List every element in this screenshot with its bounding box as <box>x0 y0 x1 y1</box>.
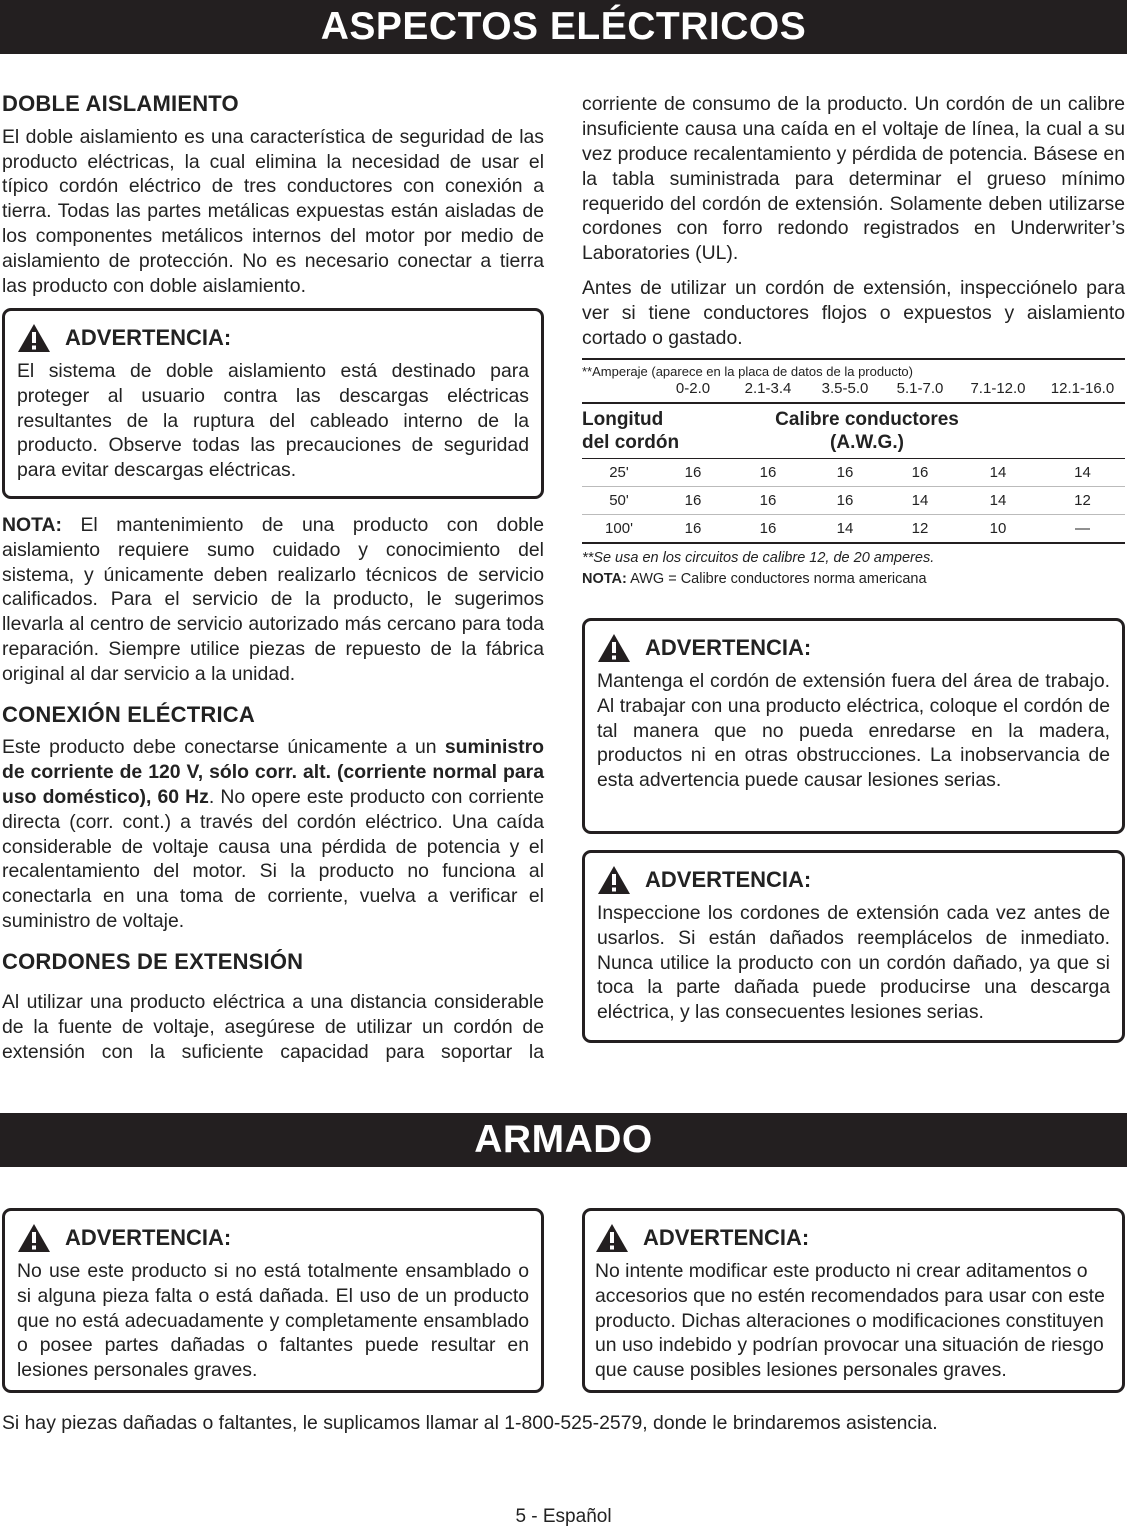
cordones-paragraph-1: Al utilizar una producto eléctrica a una distancia considerable de la fuente de voltaje, asegúrese de utilizar un cordón de extensión con la suficiente capacidad para soportar la <box>2 991 544 1063</box>
cord-length-cell: 25' <box>609 464 629 481</box>
gauge-cell: 16 <box>836 464 854 481</box>
nota-paragraph <box>2 513 544 687</box>
doble-aislamiento-text: El doble aislamiento es una característica de seguridad de las producto eléctricas, la cual elimina la necesidad de usar el típico cordón eléctrico de tres conductores con conexión a tierra. Todas las partes metálicas expuestas están aisladas de los componentes metálicos internos del motor por medio de aislamiento de protección. No es necesario conectar a tierra las producto con doble aislamiento. <box>2 125 544 297</box>
warning-triangle-icon <box>597 633 631 663</box>
amp-note: **Amperaje (aparece en la placa de datos de la producto) <box>582 364 913 379</box>
warning-title <box>597 633 1110 663</box>
gauge-cell: 16 <box>759 464 777 481</box>
warning-triangle-icon <box>17 1223 51 1253</box>
gauge-cell: — <box>1075 520 1090 537</box>
gauge-cell: 12 <box>911 520 929 537</box>
amp-header-row <box>582 380 1125 402</box>
amp-range: 2.1-3.4 <box>744 380 792 397</box>
nota-label: NOTA: <box>2 514 62 536</box>
length-header: Longitud <box>582 409 664 430</box>
heading-cordones-extension: CORDONES DE EXTENSIÓN <box>2 948 304 974</box>
warning-title <box>17 323 529 353</box>
gauge-cell: 10 <box>989 520 1007 537</box>
left-column <box>2 92 544 308</box>
warning-title <box>17 1223 529 1253</box>
table-nota-text: AWG = Calibre conductores norma americana <box>626 571 927 587</box>
conexion-text-bold: suministro de corriente de 120 V, sólo corr. alt. (corriente normal para uso doméstico), 60 Hz <box>2 736 544 808</box>
length-header-2: del cordón <box>582 432 680 453</box>
amp-range: 7.1-12.0 <box>970 380 1026 397</box>
cord-length-cell: 50' <box>609 492 629 509</box>
gauge-cell: 16 <box>684 492 702 509</box>
gauge-cell: 16 <box>759 492 777 509</box>
warning-title-text: ADVERTENCIA: <box>643 1224 810 1250</box>
warning-triangle-icon <box>595 1223 629 1253</box>
warning-text: No use este producto si no está totalmente ensamblado o si alguna pieza falta o está dañada. El uso de un producto que no está adecuadamente y completamente ensamblado o posee partes dañadas o faltantes puede resultar en lesiones personales graves. <box>17 1260 529 1382</box>
cordones-paragraph-1-continued: corriente de consumo de la producto. Un cordón de un calibre insuficiente causa una caída en el voltaje de línea, la cual a su vez produce recalentamiento y pérdida de potencia. Básese en la tabla suministrada para determinar el grueso mínimo requerido del cordón de extensión. Solamente deben utilizarse cordones con forro redondo registrados en Underwriter’s Laboratories (UL). <box>582 93 1125 265</box>
gauge-cell: 16 <box>684 520 702 537</box>
left-column-lower <box>2 513 544 983</box>
nota-text: El mantenimiento de una producto con doble aislamiento requiere sumo cuidado y conocimiento del sistema, y únicamente deben realizarlo técnicos de servicio calificados. Para el servicio de la producto, le sugerimos llevarla al centro de servicio autorizado más cercano para toda reparación. Siempre utilice piezas de repuesto de la fábrica original al dar servicio a la unidad. <box>2 514 544 685</box>
warning-title <box>597 865 1110 895</box>
amp-range: 0-2.0 <box>675 380 711 397</box>
warning-title-text: ADVERTENCIA: <box>645 866 812 892</box>
cordones-text-part1 <box>2 990 544 1066</box>
gauge-cell: 16 <box>759 520 777 537</box>
warning-title-text: ADVERTENCIA: <box>65 1224 232 1250</box>
warning-triangle-icon <box>17 323 51 353</box>
heading-doble-aislamiento: DOBLE AISLAMIENTO <box>2 91 239 116</box>
gauge-cell: 12 <box>1074 492 1091 509</box>
cord-length-cell: 100' <box>605 520 633 537</box>
warning-text: Inspeccione los cordones de extensión cada vez antes de usarlos. Si están dañados reemplácelos de inmediato. Nunca utilice la producto con un cordón dañado, ya que si toca la parte dañada puede producirse una descarga eléctrica, y las consecuentes lesiones serias. <box>597 902 1110 1024</box>
section-title-armado: ARMADO <box>0 1113 1127 1167</box>
warning-triangle-icon <box>597 865 631 895</box>
gauge-header-2: (A.W.G.) <box>830 432 904 453</box>
right-column <box>582 92 1125 360</box>
gauge-cell: 16 <box>911 464 929 481</box>
warning-box-assembly <box>2 1208 544 1393</box>
warning-text: El sistema de doble aislamiento está destinado para proteger al usuario contra las descargas eléctricas resultantes de la ruptura del cableado interno de la producto. Observe todas las precauciones de seguridad para evitar descargas eléctricas. <box>17 360 529 482</box>
amp-range: 12.1-16.0 <box>1050 380 1115 397</box>
warning-title-text: ADVERTENCIA: <box>65 324 232 350</box>
heading-conexion-electrica: CONEXIÓN ELÉCTRICA <box>2 701 255 727</box>
gauge-cell: 14 <box>911 492 929 509</box>
conexion-paragraph <box>2 735 544 933</box>
table-notes <box>582 548 1125 590</box>
warning-box-cord-work-area <box>582 618 1125 834</box>
table-header <box>582 402 1125 459</box>
warning-box-modifications <box>582 1208 1125 1393</box>
conexion-text-post: . No opere este producto con corriente directa (corr. cont.) a través del cordón eléctrico. Una caída considerable de voltaje causa una pérdida de potencia y el recalentamiento del motor. Si la producto no funciona al conectarla en una toma de corriente, vuelva a verificar el suministro de voltaje. <box>2 785 544 932</box>
amp-range: 5.1-7.0 <box>896 380 944 397</box>
table-footnote: **Se usa en los circuitos de calibre 12, de 20 amperes. <box>582 550 935 566</box>
warning-box-inspect-cords <box>582 850 1125 1043</box>
amp-range: 3.5-5.0 <box>821 380 869 397</box>
warning-title <box>595 1223 1112 1253</box>
section-title-electrical: ASPECTOS ELÉCTRICOS <box>0 0 1127 54</box>
page-footer: 5 - Español <box>515 1506 612 1527</box>
table-row <box>582 459 1125 487</box>
gauge-cell: 14 <box>989 492 1007 509</box>
table-row <box>582 487 1125 515</box>
gauge-cell: 14 <box>1074 464 1091 481</box>
warning-text: No intente modificar este producto ni crear aditamentos o accesorios que no estén recomendados para usar con este producto. Dichas alteraciones o modificaciones constituyen un uso indebido y podrían provocar una situación de riesgo que cause posibles lesiones personales graves. <box>595 1260 1105 1382</box>
gauge-cell: 14 <box>989 464 1007 481</box>
gauge-cell: 14 <box>836 520 854 537</box>
gauge-header: Calibre conductores <box>775 409 959 430</box>
cordones-paragraph-2: Antes de utilizar un cordón de extensión, inspecciónelo para ver si tiene conductores flojos o expuestos y aislamiento cortado o gastado. <box>582 277 1125 349</box>
warning-text: Mantenga el cordón de extensión fuera del área de trabajo. Al trabajar con una producto eléctrica, coloque el cordón de tal manera que no pueda enredarse en la madera, productos ni en otras obstrucciones. La inobservancia de esta advertencia puede causar lesiones serias. <box>597 670 1110 792</box>
gauge-cell: 16 <box>684 464 702 481</box>
assistance-note: Si hay piezas dañadas o faltantes, le suplicamos llamar al 1-800-525-2579, donde le brindaremos asistencia. <box>2 1412 938 1434</box>
extension-cord-table <box>582 358 1125 590</box>
warning-title-text: ADVERTENCIA: <box>645 634 812 660</box>
table-nota-label: NOTA: <box>582 571 627 587</box>
warning-box-doble-aislamiento <box>2 308 544 499</box>
cordones-paragraph-1-cont <box>582 92 1125 266</box>
conexion-text-pre: Este producto debe conectarse únicamente a un <box>2 736 445 759</box>
gauge-cell: 16 <box>836 492 854 509</box>
table-row <box>582 515 1125 544</box>
